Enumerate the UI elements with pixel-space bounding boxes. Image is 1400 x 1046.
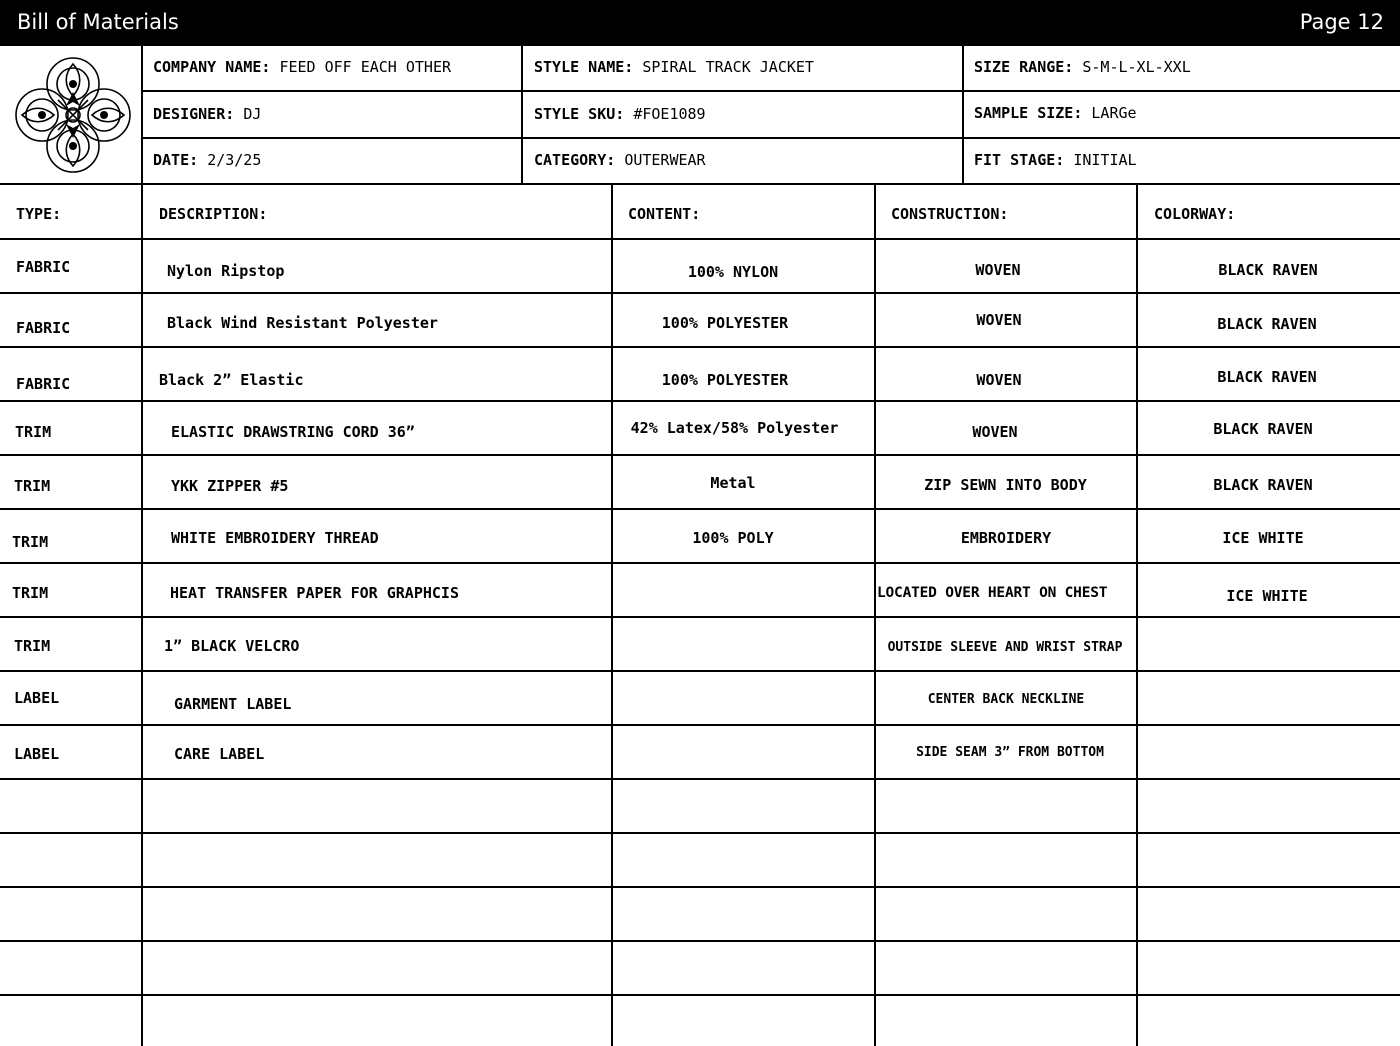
style-name-value: SPIRAL TRACK JACKET xyxy=(642,58,814,76)
table-cell-type: LABEL xyxy=(14,745,60,763)
divider xyxy=(1136,183,1138,1046)
page-number: Page 12 xyxy=(1299,10,1384,34)
table-cell-description: Black Wind Resistant Polyester xyxy=(167,314,438,332)
table-cell-colorway: ICE WHITE xyxy=(1222,529,1304,547)
style-name-field xyxy=(534,58,814,76)
table-cell-construction: WOVEN xyxy=(975,261,1021,279)
category-label: CATEGORY: xyxy=(534,151,616,169)
table-cell-description: HEAT TRANSFER PAPER FOR GRAPHCIS xyxy=(170,584,459,602)
table-cell-content: 100% POLYESTER xyxy=(661,371,789,389)
table-cell-description: WHITE EMBROIDERY THREAD xyxy=(171,529,379,547)
divider xyxy=(141,137,1400,139)
table-cell-type: FABRIC xyxy=(16,375,71,393)
divider xyxy=(141,46,143,1046)
table-cell-construction: WOVEN xyxy=(976,371,1022,389)
date-field xyxy=(153,151,261,169)
table-cell-construction: EMBROIDERY xyxy=(960,529,1052,547)
table-cell-colorway: BLACK RAVEN xyxy=(1217,368,1317,386)
date-label: DATE: xyxy=(153,151,199,169)
ornamental-flower-logo-icon xyxy=(14,56,132,174)
table-cell-colorway: ICE WHITE xyxy=(1226,587,1308,605)
table-cell-description: Nylon Ripstop xyxy=(167,262,285,280)
table-cell-colorway: BLACK RAVEN xyxy=(1213,476,1313,494)
title-bar xyxy=(0,0,1400,46)
table-cell-description: Black 2” Elastic xyxy=(159,371,304,389)
table-cell-type: TRIM xyxy=(14,637,51,655)
table-cell-colorway: BLACK RAVEN xyxy=(1217,315,1317,333)
sample-size-label: SAMPLE SIZE: xyxy=(974,104,1083,122)
date-value: 2/3/25 xyxy=(207,151,262,169)
company-name-label: COMPANY NAME: xyxy=(153,58,271,76)
table-cell-type: TRIM xyxy=(12,584,49,602)
size-range-field xyxy=(974,58,1191,76)
divider xyxy=(0,994,1400,996)
table-cell-type: TRIM xyxy=(15,423,52,441)
table-cell-construction: WOVEN xyxy=(976,311,1022,329)
table-cell-description: GARMENT LABEL xyxy=(174,695,292,713)
size-range-label: SIZE RANGE: xyxy=(974,58,1074,76)
divider xyxy=(611,183,613,1046)
style-sku-label: STYLE SKU: xyxy=(534,105,625,123)
divider xyxy=(962,46,964,185)
divider xyxy=(0,778,1400,780)
column-header-colorway: COLORWAY: xyxy=(1154,205,1236,223)
divider xyxy=(0,346,1400,348)
table-cell-content: 100% POLY xyxy=(692,529,774,547)
divider xyxy=(521,46,523,185)
divider xyxy=(0,724,1400,726)
table-cell-content: 100% NYLON xyxy=(687,263,779,281)
category-value: OUTERWEAR xyxy=(624,151,706,169)
table-cell-colorway: BLACK RAVEN xyxy=(1213,420,1313,438)
table-cell-description: ELASTIC DRAWSTRING CORD 36” xyxy=(171,423,415,441)
style-sku-value: #FOE1089 xyxy=(633,105,706,123)
table-cell-colorway: BLACK RAVEN xyxy=(1218,261,1318,279)
company-name-value: FEED OFF EACH OTHER xyxy=(279,58,452,76)
table-cell-content: 100% POLYESTER xyxy=(661,314,789,332)
divider xyxy=(0,508,1400,510)
table-cell-type: FABRIC xyxy=(16,319,71,337)
table-cell-construction: WOVEN xyxy=(972,423,1018,441)
divider xyxy=(0,670,1400,672)
style-sku-field xyxy=(534,105,706,123)
table-cell-content: Metal xyxy=(710,474,756,492)
divider xyxy=(0,183,1400,185)
table-cell-construction: SIDE SEAM 3” FROM BOTTOM xyxy=(916,745,1104,760)
fit-stage-label: FIT STAGE: xyxy=(974,151,1065,169)
designer-label: DESIGNER: xyxy=(153,105,235,123)
sample-size-field xyxy=(974,104,1137,122)
category-field xyxy=(534,151,706,169)
divider xyxy=(0,238,1400,240)
divider xyxy=(0,400,1400,402)
table-cell-description: CARE LABEL xyxy=(174,745,265,763)
table-cell-description: YKK ZIPPER #5 xyxy=(171,477,289,495)
company-name-field xyxy=(153,58,451,76)
divider xyxy=(0,886,1400,888)
column-header-construction: CONSTRUCTION: xyxy=(891,205,1009,223)
table-cell-type: TRIM xyxy=(12,533,49,551)
table-cell-type: FABRIC xyxy=(16,258,71,276)
designer-value: DJ xyxy=(243,105,262,123)
document-title: Bill of Materials xyxy=(17,10,179,34)
fit-stage-value: INITIAL xyxy=(1073,151,1137,169)
fit-stage-field xyxy=(974,151,1137,169)
divider xyxy=(0,292,1400,294)
divider xyxy=(0,454,1400,456)
divider xyxy=(0,832,1400,834)
designer-field xyxy=(153,105,261,123)
table-cell-construction: ZIP SEWN INTO BODY xyxy=(924,476,1087,494)
table-cell-type: LABEL xyxy=(14,689,60,707)
size-range-value: S-M-L-XL-XXL xyxy=(1082,58,1191,76)
column-header-type: TYPE: xyxy=(16,205,62,223)
divider xyxy=(141,90,1400,92)
divider xyxy=(0,616,1400,618)
table-cell-content: 42% Latex/58% Polyester xyxy=(630,419,839,437)
sample-size-value: LARGe xyxy=(1091,104,1137,122)
table-cell-description: 1” BLACK VELCRO xyxy=(164,637,300,655)
table-cell-construction: CENTER BACK NECKLINE xyxy=(927,692,1085,707)
column-header-description: DESCRIPTION: xyxy=(159,205,268,223)
divider xyxy=(0,562,1400,564)
table-cell-type: TRIM xyxy=(14,477,51,495)
table-cell-construction: OUTSIDE SLEEVE AND WRIST STRAP xyxy=(887,640,1123,655)
divider xyxy=(0,940,1400,942)
column-header-content: CONTENT: xyxy=(628,205,701,223)
table-cell-construction: LOCATED OVER HEART ON CHEST xyxy=(877,585,1108,601)
style-name-label: STYLE NAME: xyxy=(534,58,634,76)
